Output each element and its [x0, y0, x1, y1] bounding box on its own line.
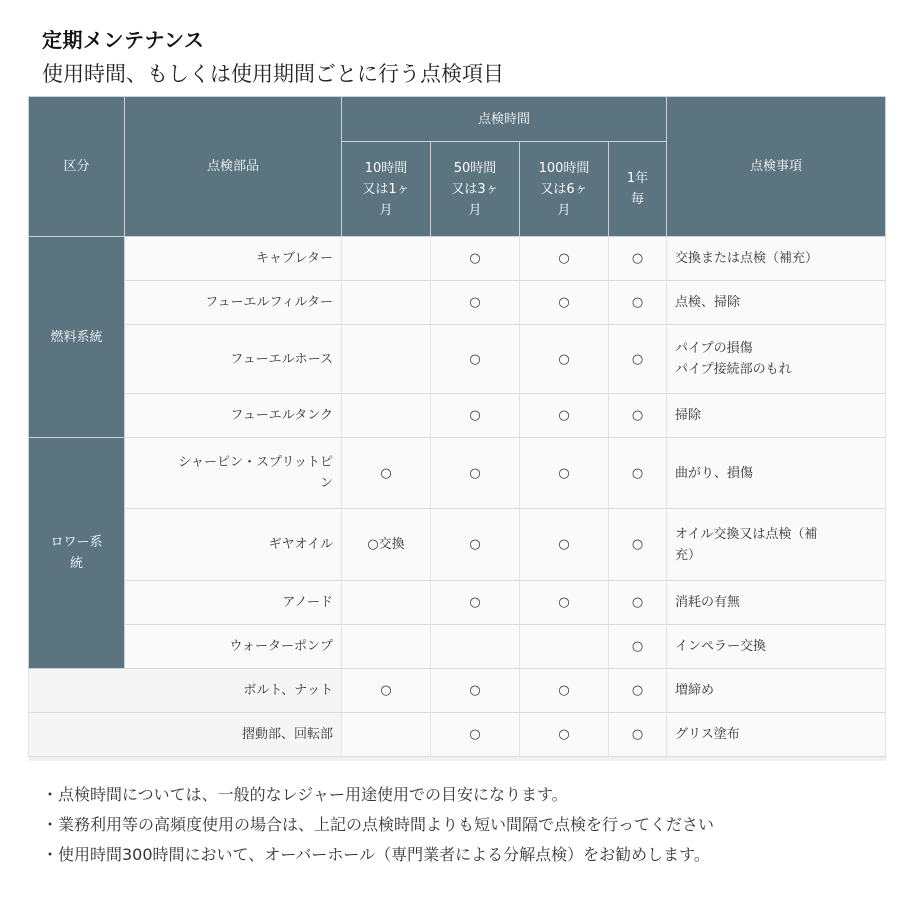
part-cell: ギヤオイル: [125, 509, 342, 581]
mark-cell: ○: [431, 669, 520, 713]
table-row: [29, 509, 886, 581]
mark-cell: ○: [520, 325, 609, 394]
mark-cell: ○: [609, 669, 667, 713]
table-row: [29, 394, 886, 438]
header-line: 100時間: [538, 160, 590, 176]
item-cell: 曲がり、損傷: [667, 438, 886, 509]
mark-cell: ○: [431, 237, 520, 281]
mark-cell: [342, 325, 431, 394]
mark-cell: ○: [609, 394, 667, 438]
table-bottom-cell: [29, 757, 886, 762]
category-fuel: 燃料系統: [29, 237, 125, 438]
item-cell: [667, 509, 886, 581]
table-bottom-strip: [29, 757, 886, 762]
mark-cell: ○: [520, 281, 609, 325]
mark-cell: ○交換: [342, 509, 431, 581]
mark-cell: ○: [609, 325, 667, 394]
mark-cell: [431, 625, 520, 669]
maintenance-table: [28, 96, 886, 761]
note-line: ・使用時間300時間において、オーバーホール（専門業者による分解点検）をお勧めします。: [42, 845, 710, 864]
header-interval-group: 点検時間: [342, 97, 667, 142]
part-line: ン: [319, 476, 333, 491]
item-cell: 消耗の有無: [667, 581, 886, 625]
item-line: パイプの損傷: [675, 341, 753, 356]
header-line: 50時間: [453, 160, 497, 176]
part-cell: フューエルフィルター: [125, 281, 342, 325]
part-cell: フューエルホース: [125, 325, 342, 394]
header-line: 月: [557, 202, 571, 218]
part-cell: [125, 438, 342, 509]
mark-cell: ○: [520, 713, 609, 757]
page-subtitle: 使用時間、もしくは使用期間ごとに行う点検項目: [42, 62, 504, 86]
header-line: 又は3ヶ: [451, 181, 499, 197]
table-row: [29, 325, 886, 394]
item-line: パイプ接続部のもれ: [675, 362, 792, 377]
part-line: シャーピン・スプリットピ: [178, 455, 333, 470]
mark-cell: ○: [342, 669, 431, 713]
table-row: [29, 438, 886, 509]
note-line: ・業務利用等の高頻度使用の場合は、上記の点検時間よりも短い間隔で点検を行ってください: [42, 815, 715, 834]
part-cell: フューエルタンク: [125, 394, 342, 438]
mark-cell: ○: [431, 394, 520, 438]
category-line: ロワー系: [50, 535, 103, 550]
item-cell: 増締め: [667, 669, 886, 713]
mark-cell: ○: [609, 581, 667, 625]
mark-cell: ○: [431, 438, 520, 509]
mark-cell: ○: [431, 713, 520, 757]
header-line: 又は1ヶ: [362, 181, 410, 197]
mark-cell: ○: [520, 669, 609, 713]
table-row: [29, 581, 886, 625]
mark-cell: ○: [609, 509, 667, 581]
table-row: [29, 281, 886, 325]
item-cell: グリス塗布: [667, 713, 886, 757]
mark-cell: ○: [520, 394, 609, 438]
mark-cell: ○: [520, 509, 609, 581]
item-cell: 点検、掃除: [667, 281, 886, 325]
part-cell: ウォーターポンプ: [125, 625, 342, 669]
notes: [42, 780, 714, 870]
table-row: [29, 713, 886, 757]
mark-cell: [342, 237, 431, 281]
mark-cell: ○: [431, 325, 520, 394]
header-line: 月: [468, 202, 482, 218]
mark-cell: ○: [609, 281, 667, 325]
mark-cell: ○: [609, 713, 667, 757]
mark-cell: ○: [520, 581, 609, 625]
table-row: [29, 625, 886, 669]
item-line: オイル交換又は点検（補: [675, 526, 818, 542]
header-item: 点検事項: [667, 97, 886, 237]
item-cell: [667, 325, 886, 394]
category-lower: [29, 438, 125, 669]
page-title: 定期メンテナンス: [42, 28, 205, 52]
header-line: 月: [379, 202, 393, 218]
part-cell: キャブレター: [125, 237, 342, 281]
header-part: 点検部品: [125, 97, 342, 237]
header-category: 区分: [29, 97, 125, 237]
mark-cell: ○: [609, 625, 667, 669]
mark-cell: ○: [520, 438, 609, 509]
mark-cell: [342, 394, 431, 438]
header-line: 毎: [631, 192, 645, 207]
mark-cell: ○: [342, 438, 431, 509]
header-interval-10h: [342, 142, 431, 237]
mark-cell: [520, 625, 609, 669]
mark-cell: [342, 625, 431, 669]
header-interval-100h: [520, 142, 609, 237]
item-cell: 交換または点検（補充）: [667, 237, 886, 281]
header-line: 又は6ヶ: [540, 181, 588, 197]
part-cell: 摺動部、回転部: [29, 713, 342, 757]
item-cell: インペラー交換: [667, 625, 886, 669]
mark-cell: ○: [609, 237, 667, 281]
category-line: 統: [69, 556, 83, 571]
item-line: 充）: [675, 547, 702, 563]
mark-cell: ○: [609, 438, 667, 509]
mark-cell: ○: [520, 237, 609, 281]
table-row: [29, 237, 886, 281]
mark-cell: [342, 581, 431, 625]
mark-cell: ○: [431, 581, 520, 625]
note-line: ・点検時間については、一般的なレジャー用途使用での目安になります。: [42, 785, 568, 804]
header-line: 1年: [626, 171, 649, 186]
header-line: 10時間: [364, 160, 408, 176]
item-cell: 掃除: [667, 394, 886, 438]
mark-cell: [342, 281, 431, 325]
part-cell: ボルト、ナット: [29, 669, 342, 713]
mark-cell: ○: [431, 509, 520, 581]
part-cell: アノード: [125, 581, 342, 625]
mark-cell: ○: [431, 281, 520, 325]
mark-cell: [342, 713, 431, 757]
header-interval-1y: [609, 142, 667, 237]
header-interval-50h: [431, 142, 520, 237]
table-row: [29, 669, 886, 713]
